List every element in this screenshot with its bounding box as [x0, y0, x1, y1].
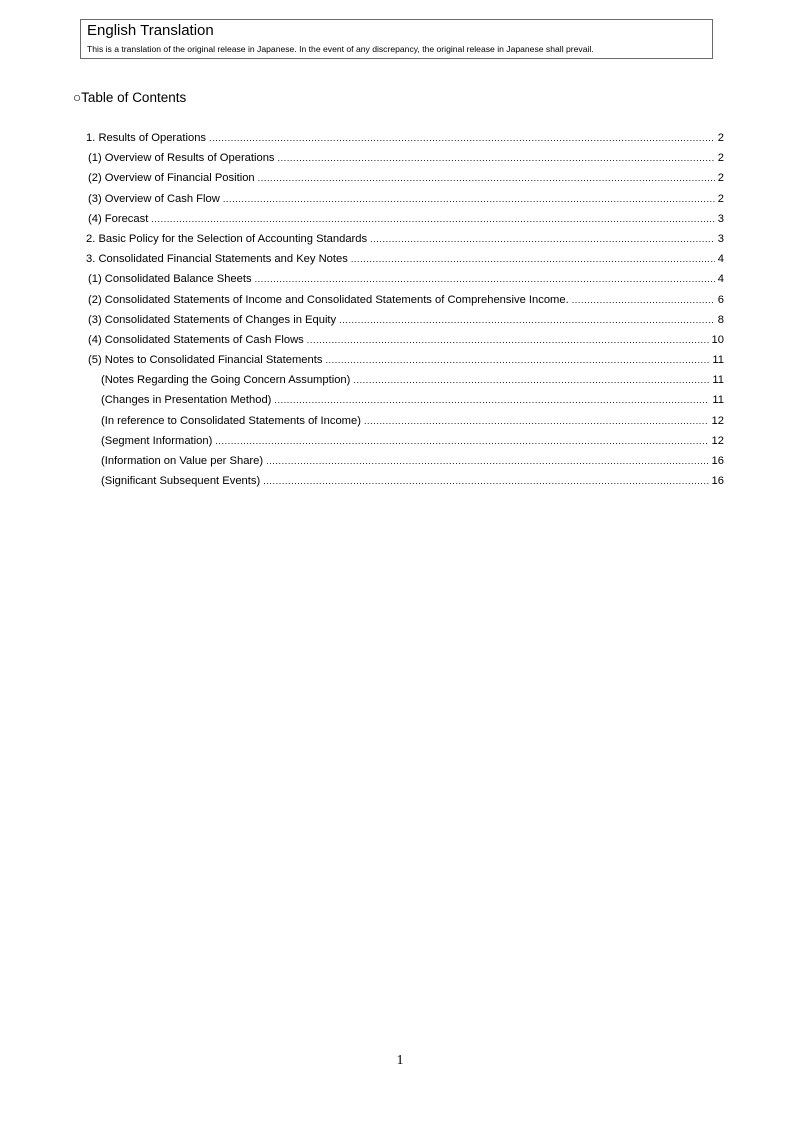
dot-leader — [274, 392, 709, 408]
dot-leader — [364, 413, 709, 429]
toc-entry-label: (Notes Regarding the Going Concern Assumption) — [101, 374, 351, 387]
toc-entry-page: 3 — [717, 212, 724, 225]
dot-leader — [151, 211, 714, 227]
toc-entry[interactable] — [86, 251, 724, 271]
banner-disclaimer: This is a translation of the original release in Japanese. In the event of any discrepancy, the original release in Japanese shall prevail. — [87, 44, 594, 54]
toc-entry[interactable] — [86, 312, 724, 332]
toc-entry-page: 10 — [711, 333, 724, 346]
toc-entry[interactable] — [86, 392, 724, 412]
toc-entry-label: 1. Results of Operations — [86, 132, 207, 144]
toc-entry-label: (1) Consolidated Balance Sheets — [88, 273, 252, 286]
toc-entry-page: 2 — [717, 172, 724, 185]
dot-leader — [209, 130, 715, 146]
toc-entry-label: (1) Overview of Results of Operations — [88, 152, 275, 165]
toc-entry[interactable] — [86, 332, 724, 352]
toc-entry-label: (4) Forecast — [88, 212, 149, 225]
toc-entry-page: 6 — [717, 293, 724, 306]
page-number: 1 — [396, 1053, 404, 1068]
toc-entry-label: 2. Basic Policy for the Selection of Accounting Standards — [86, 232, 368, 245]
dot-leader — [258, 170, 715, 186]
toc-entry-page: 2 — [717, 192, 724, 205]
translation-notice-box — [80, 19, 713, 59]
toc-entry[interactable] — [86, 292, 724, 312]
toc-entry-label: (3) Overview of Cash Flow — [88, 192, 220, 205]
toc-entry[interactable] — [86, 231, 724, 251]
banner-title: English Translation — [87, 22, 214, 39]
dot-leader — [370, 231, 715, 247]
toc-entry-page: 2 — [717, 132, 724, 144]
toc-entry-page: 11 — [712, 394, 724, 407]
toc-entry-page: 2 — [717, 152, 724, 165]
toc-entry-page: 12 — [711, 434, 724, 447]
toc-entry-label: (2) Consolidated Statements of Income and Consolidated Statements of Comprehensive Income. — [88, 293, 569, 306]
toc-entry-page: 11 — [712, 354, 724, 367]
dot-leader — [263, 473, 708, 489]
toc-entry[interactable] — [86, 453, 724, 473]
toc-entry[interactable] — [86, 271, 724, 291]
toc-entry-label: (5) Notes to Consolidated Financial Statements — [88, 354, 323, 367]
toc-entry-label: (Information on Value per Share) — [101, 455, 264, 467]
toc-entry-label: (2) Overview of Financial Position — [88, 172, 255, 185]
toc-entry-label: (3) Consolidated Statements of Changes in Equity — [88, 313, 337, 326]
dot-leader — [325, 352, 709, 368]
toc-entry-page: 8 — [717, 313, 724, 326]
dot-leader — [572, 292, 715, 308]
table-of-contents — [86, 130, 724, 493]
toc-entry-page: 12 — [711, 414, 724, 427]
dot-leader — [307, 332, 709, 348]
toc-entry[interactable] — [86, 170, 724, 190]
toc-entry[interactable] — [86, 211, 724, 231]
toc-entry[interactable] — [86, 352, 724, 372]
toc-entry-page: 16 — [711, 475, 724, 488]
toc-entry[interactable] — [86, 372, 724, 392]
dot-leader — [353, 372, 709, 388]
toc-entry-page: 11 — [712, 374, 724, 387]
dot-leader — [255, 271, 715, 287]
dot-leader — [278, 150, 715, 166]
toc-entry-page: 3 — [717, 232, 724, 245]
toc-entry[interactable] — [86, 150, 724, 170]
toc-entry[interactable] — [86, 473, 724, 493]
toc-entry-label: 3. Consolidated Financial Statements and Key Notes — [86, 253, 348, 266]
toc-entry[interactable] — [86, 433, 724, 453]
dot-leader — [266, 453, 708, 469]
dot-leader — [351, 251, 715, 267]
toc-entry[interactable] — [86, 413, 724, 433]
toc-entry[interactable] — [86, 130, 724, 150]
dot-leader — [339, 312, 715, 328]
dot-leader — [223, 191, 715, 207]
dot-leader — [215, 433, 708, 449]
toc-entry-label: (Segment Information) — [101, 434, 213, 447]
toc-entry-page: 4 — [717, 273, 724, 286]
toc-entry-page: 16 — [711, 455, 724, 467]
toc-entry-page: 4 — [717, 253, 724, 266]
toc-entry-label: (Significant Subsequent Events) — [101, 475, 261, 488]
toc-entry[interactable] — [86, 191, 724, 211]
toc-entry-label: (Changes in Presentation Method) — [101, 394, 272, 407]
toc-entry-label: (In reference to Consolidated Statements of Income) — [101, 414, 361, 427]
toc-entry-label: (4) Consolidated Statements of Cash Flows — [88, 333, 304, 346]
toc-heading: ○Table of Contents — [73, 90, 187, 105]
